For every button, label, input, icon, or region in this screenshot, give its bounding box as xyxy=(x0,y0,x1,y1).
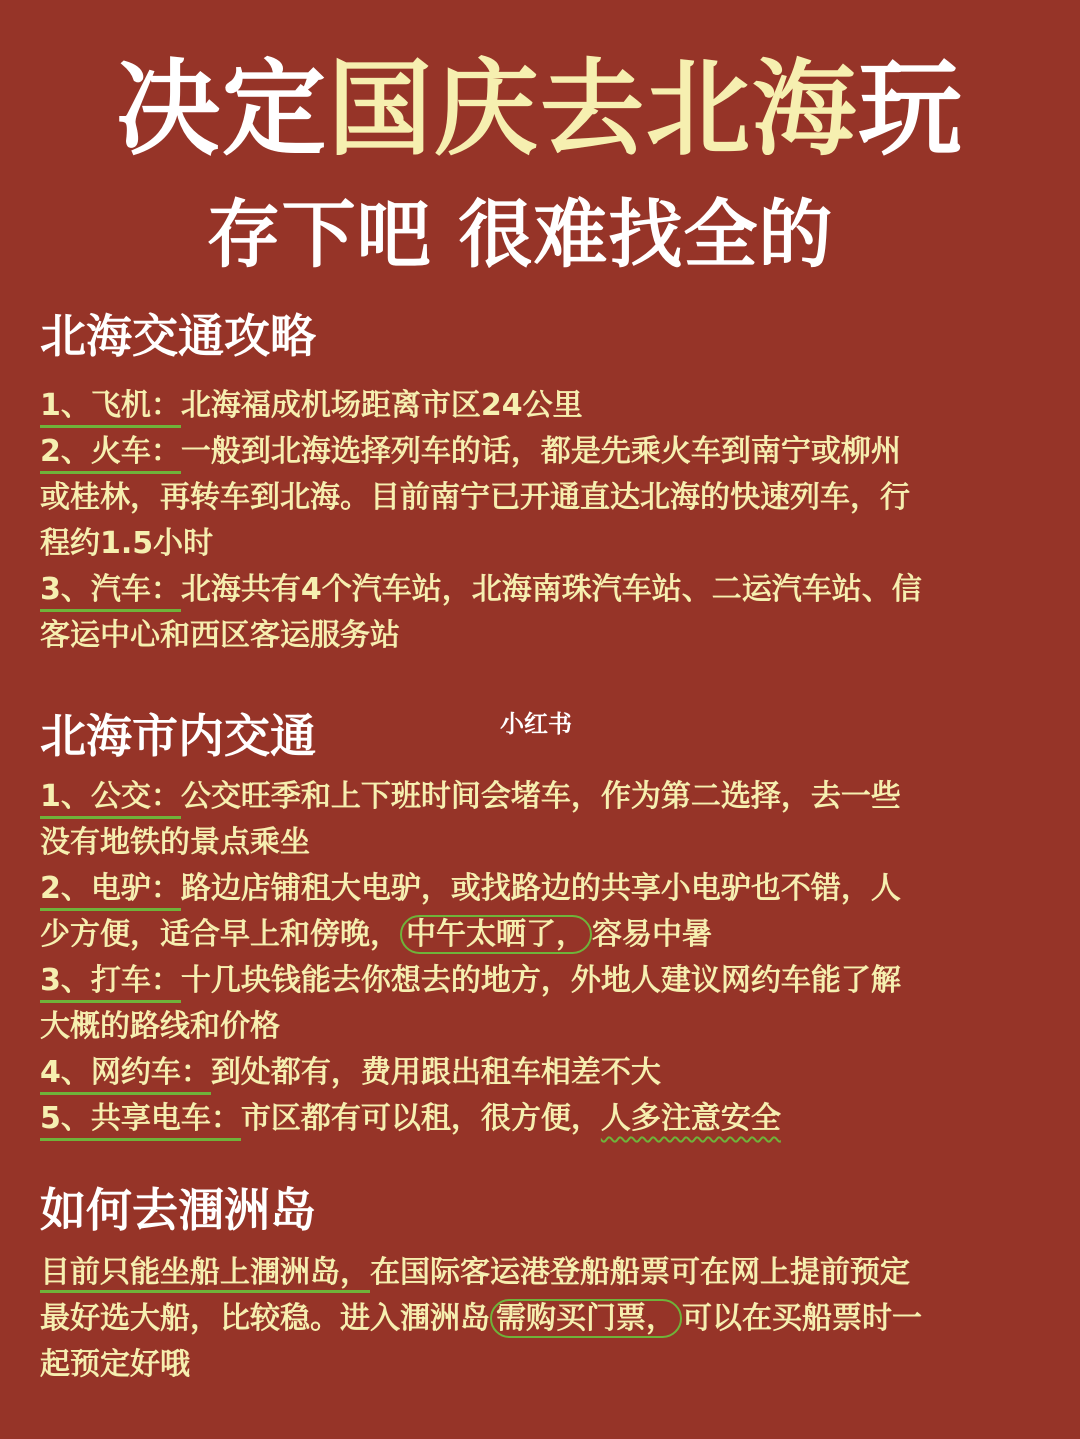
title-part-2: 国庆去北海 xyxy=(327,48,858,170)
list-item xyxy=(40,567,1040,613)
highlight-underline: 目前只能坐船上涠洲岛， xyxy=(40,1255,370,1293)
section-body-weizhou xyxy=(40,1250,1040,1388)
item-label: 1、公交： xyxy=(40,778,181,819)
section-heading-city-transport: 北海市内交通 xyxy=(40,709,316,763)
page-title xyxy=(0,44,1080,174)
list-item xyxy=(40,383,1040,429)
list-item xyxy=(40,429,1040,475)
highlight-circled: 需购买门票， xyxy=(490,1299,682,1338)
paragraph-line xyxy=(40,1250,1040,1296)
list-item xyxy=(40,866,1040,912)
item-text: 容易中暑 xyxy=(592,917,712,952)
section-body-city-transport xyxy=(40,774,1040,1142)
highlight-wavy: 人多注意安全 xyxy=(600,1101,781,1136)
item-label: 2、电驴： xyxy=(40,870,181,911)
paragraph-line xyxy=(40,1296,1040,1342)
item-text: 到处都有，费用跟出租车相差不大 xyxy=(210,1055,661,1090)
title-part-3: 玩 xyxy=(858,48,965,170)
item-text: 少方便，适合早上和傍晚， xyxy=(40,917,400,952)
item-text: 可以在买船票时一 xyxy=(682,1301,922,1336)
highlight-circled: 中午太晒了， xyxy=(400,915,592,954)
item-label: 3、打车： xyxy=(40,962,181,1003)
item-text: 北海福成机场距离市区24公里 xyxy=(180,388,583,423)
list-item xyxy=(40,958,1040,1004)
item-label: 3、汽车： xyxy=(40,571,181,612)
section-heading-transport: 北海交通攻略 xyxy=(40,309,316,363)
watermark-logo: 小红书 xyxy=(500,710,572,738)
item-text: 一般到北海选择列车的话，都是先乘火车到南宁或柳州 xyxy=(180,434,901,469)
list-item xyxy=(40,1050,1040,1096)
section-body-transport xyxy=(40,383,1040,659)
item-label: 1、飞机： xyxy=(40,387,181,428)
list-item-cont: 程约1.5小时 xyxy=(40,526,214,561)
page-subtitle: 存下吧 很难找全的 xyxy=(206,192,834,278)
item-label: 5、共享电车： xyxy=(40,1100,241,1141)
item-text: 十几块钱能去你想去的地方，外地人建议网约车能了解 xyxy=(180,963,901,998)
list-item-cont: 或桂林，再转车到北海。目前南宁已开通直达北海的快速列车，行 xyxy=(40,480,910,515)
item-text: 北海共有4个汽车站，北海南珠汽车站、二运汽车站、信 xyxy=(180,572,922,607)
item-label: 4、网约车： xyxy=(40,1054,211,1095)
list-item-cont: 没有地铁的景点乘坐 xyxy=(40,825,310,860)
title-part-1: 决定 xyxy=(115,48,328,170)
item-label: 2、火车： xyxy=(40,433,181,474)
list-item-cont xyxy=(40,912,1040,958)
item-text: 在国际客运港登船船票可在网上提前预定 xyxy=(370,1255,910,1290)
list-item-cont: 客运中心和西区客运服务站 xyxy=(40,618,400,653)
list-item-cont: 大概的路线和价格 xyxy=(40,1009,280,1044)
list-item xyxy=(40,1096,1040,1142)
item-text: 最好选大船，比较稳。进入涠洲岛 xyxy=(40,1301,490,1336)
list-item xyxy=(40,774,1040,820)
section-heading-weizhou: 如何去涠洲岛 xyxy=(40,1183,316,1237)
item-text: 公交旺季和上下班时间会堵车，作为第二选择，去一些 xyxy=(180,779,901,814)
item-text: 市区都有可以租，很方便， xyxy=(240,1101,601,1136)
item-text: 路边店铺租大电驴，或找路边的共享小电驴也不错，人 xyxy=(180,871,901,906)
paragraph-line: 起预定好哦 xyxy=(40,1347,190,1382)
